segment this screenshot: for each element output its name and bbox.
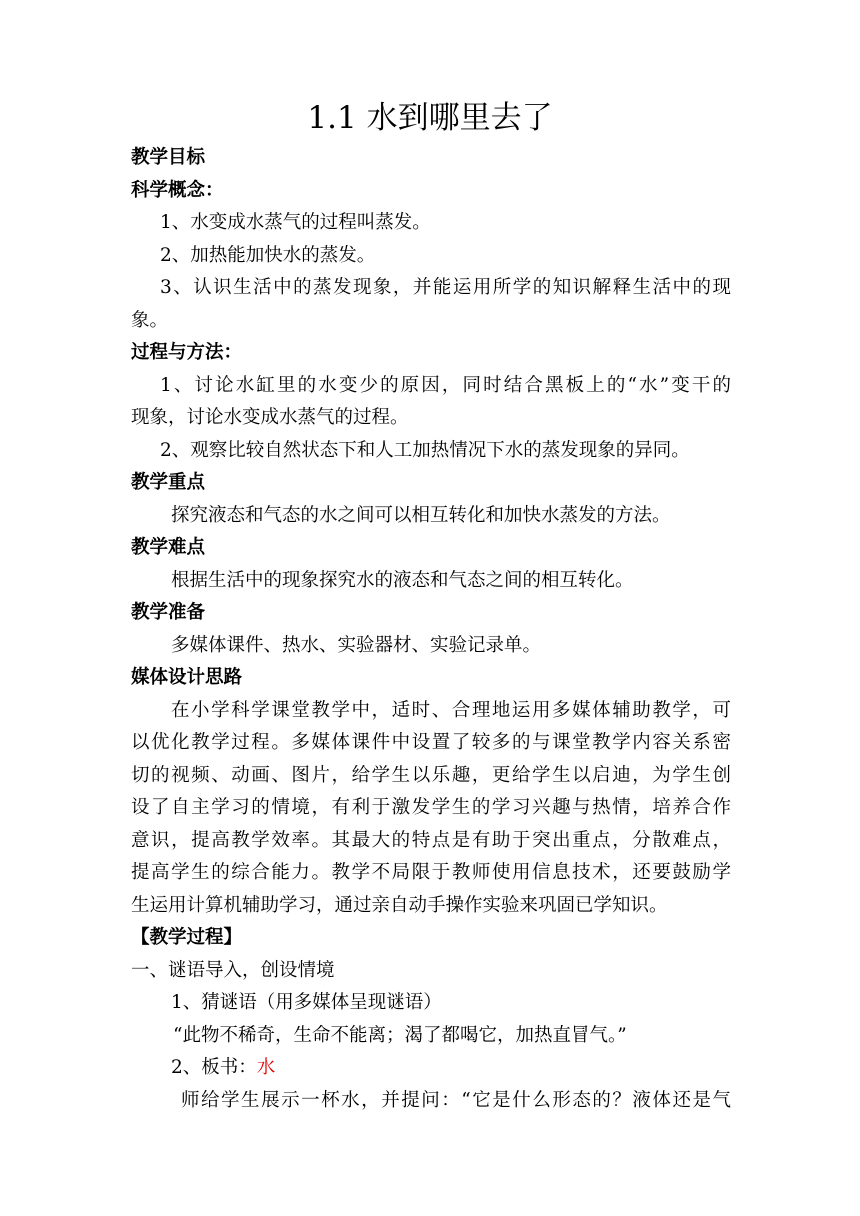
heading-preparation: 教学准备 (131, 602, 206, 623)
blackboard-line (131, 1052, 731, 1085)
paragraph-line: 在小学科学课堂教学中，适时、合理地运用多媒体辅助教学，可 (171, 699, 731, 721)
paragraph-line: 探究液态和气态的水之间可以相互转化和加快水蒸发的方法。 (171, 504, 671, 526)
paragraph-line: 设了自主学习的情境，有利于激发学生的学习兴趣与热情，培养合作 (131, 797, 731, 818)
paragraph-line: 1、水变成水蒸气的过程叫蒸发。 (160, 212, 431, 233)
paragraph-line: 切的视频、动画、图片，给学生以乐趣，更给学生以启迪，为学生创 (131, 764, 731, 786)
paragraph-line: 2、加热能加快水的蒸发。 (160, 244, 376, 266)
document-title: 1.1 水到哪里去了 (307, 100, 553, 136)
paragraph-line: 根据生活中的现象探究水的液态和气态之间的相互转化。 (171, 569, 634, 591)
paragraph-line: 3、认识生活中的蒸发现象，并能运用所学的知识解释生活中的现 (160, 277, 731, 298)
blackboard-word: 水 (256, 1057, 276, 1078)
heading-difficulties: 教学难点 (131, 537, 206, 558)
paragraph-line: 以优化教学过程。多媒体课件中设置了较多的与课堂教学内容关系密 (131, 732, 731, 753)
paragraph-line: 1、猜谜语（用多媒体呈现谜语） (171, 992, 442, 1013)
heading-science-concepts: 科学概念： (131, 179, 224, 201)
heading-teaching-process: 【教学过程】 (131, 927, 243, 948)
paragraph-line: 多媒体课件、热水、实验器材、实验记录单。 (171, 634, 542, 656)
heading-process-methods: 过程与方法： (131, 342, 243, 363)
paragraph-line: 意识，提高教学效率。其最大的特点是有助于突出重点，分散难点， (131, 829, 731, 851)
document-body (131, 142, 731, 1117)
section-heading: 一、谜语导入，创设情境 (131, 959, 335, 981)
paragraph-line: 生运用计算机辅助学习，通过亲自动手操作实验来巩固已学知识。 (131, 894, 668, 916)
riddle-line: “此物不稀奇，生命不能离；渴了都喝它，加热直冒气。” (173, 1024, 627, 1046)
heading-media-design: 媒体设计思路 (131, 667, 243, 688)
heading-key-points: 教学重点 (131, 472, 206, 493)
paragraph-line: 现象，讨论水变成水蒸气的过程。 (131, 407, 409, 428)
heading-teaching-goals: 教学目标 (131, 147, 206, 168)
paragraph-line: 1、讨论水缸里的水变少的原因，同时结合黑板上的“水”变干的 (160, 374, 731, 396)
paragraph-line: 提高学生的综合能力。教学不局限于教师使用信息技术，还要鼓励学 (131, 862, 731, 883)
paragraph-line: 师给学生展示一杯水，并提问：“它是什么形态的？液体还是气 (181, 1089, 731, 1111)
paragraph-line: 象。 (131, 309, 169, 331)
blackboard-label: 2、板书： (171, 1057, 257, 1078)
paragraph-line: 2、观察比较自然状态下和人工加热情况下水的蒸发现象的异同。 (160, 439, 690, 461)
